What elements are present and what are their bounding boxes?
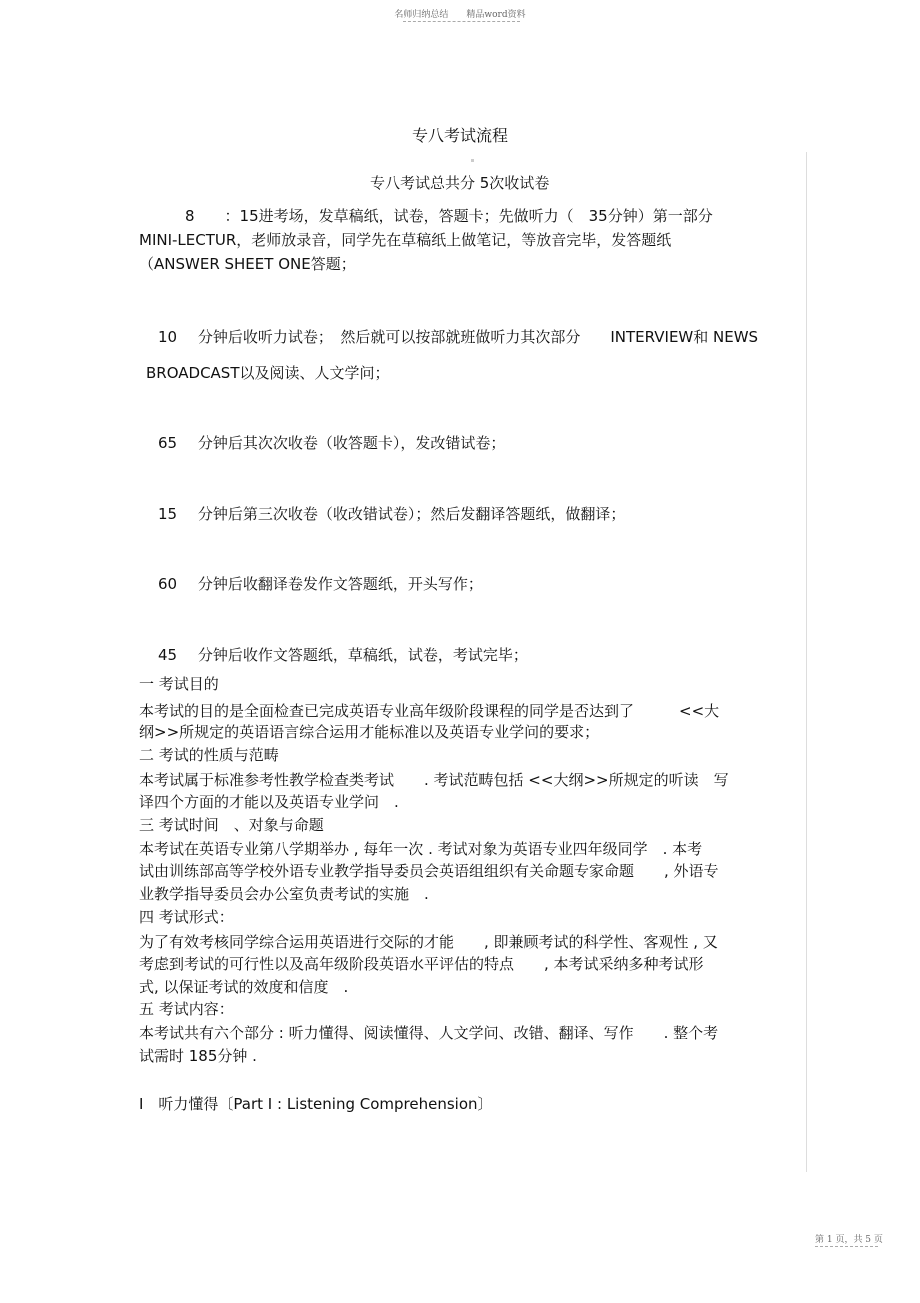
page-title: 专八考试流程 [411, 126, 508, 145]
page-subtitle: 专八考试总共分 5次收试卷 [370, 174, 550, 192]
section-line: 本考试属于标准参考性教学检查类考试 . 考试范畴包括 <<大纲>>所规定的听读 写 [139, 771, 729, 789]
margin-line [806, 152, 807, 1172]
section-line: 试需时 185分钟 . [139, 1047, 257, 1065]
section-line: 试由训练部高等学校外语专业教学指导委员会英语组组织有关命题专家命题 , 外语专 [139, 862, 719, 880]
section-line: 考虑到考试的可行性以及高年级阶段英语水平评估的特点 , 本考试采纳多种考试形 [139, 955, 704, 973]
header-divider [403, 21, 520, 22]
section-line: 本考试的目的是全面检查已完成英语专业高年级阶段课程的同学是否达到了 <<大 [139, 702, 720, 720]
flow-step-text: 分钟后收听力试卷； 然后就可以按部就班做听力其次部分 INTERVIEW和 NEWS [197, 328, 759, 346]
section-heading: 五 考试内容： [139, 1000, 234, 1018]
flow-step-line: 8 ：15进考场，发草稿纸，试卷，答题卡；先做听力（ 35分钟）第一部分 [185, 207, 713, 225]
flow-step [158, 573, 483, 594]
flow-step-number: 10 [158, 328, 178, 346]
section-line: 为了有效考核同学综合运用英语进行交际的才能 , 即兼顾考试的科学性、客观性 , 又 [139, 933, 718, 951]
flow-step-text: 分钟后第三次收卷（收改错试卷）；然后发翻译答题纸，做翻译； [197, 505, 626, 523]
section-line: 译四个方面的才能以及英语专业学问 . [139, 793, 399, 811]
flow-step [158, 644, 528, 665]
section-heading: 三 考试时间 、对象与命题 [139, 816, 324, 834]
flow-step-line: BROADCAST以及阅读、人文学问； [146, 364, 390, 382]
section-line: 本考试在英语专业第八学期举办 , 每年一次 . 考试对象为英语专业四年级同学 . 本考 [139, 840, 703, 858]
section-line: 本考试共有六个部分 : 听力懂得、阅读懂得、人文学问、改错、翻译、写作 . 整个考 [139, 1024, 719, 1042]
flow-step-number: 15 [158, 505, 178, 523]
flow-step-number: 60 [158, 575, 178, 593]
section-line: 式, 以保证考试的效度和信度 . [139, 978, 349, 996]
flow-step-line: MINI-LECTUR，老师放录音，同学先在草稿纸上做笔记，等放音完毕，发答题纸 [139, 231, 672, 249]
flow-step [158, 326, 758, 347]
flow-step-number: 45 [158, 646, 178, 664]
part-heading: I 听力懂得〔Part I : Listening Comprehension〕 [139, 1095, 493, 1113]
flow-step-line: （ANSWER SHEET ONE答题； [139, 255, 356, 273]
flow-step [158, 503, 625, 524]
flow-step-text: 分钟后其次次收卷（收答题卡），发改错试卷； [197, 434, 506, 452]
flow-step-text: 分钟后收作文答题纸，草稿纸，试卷，考试完毕； [197, 646, 528, 664]
section-line: 纲>>所规定的英语语言综合运用才能标准以及英语专业学问的要求； [139, 723, 600, 741]
footer-divider [815, 1246, 878, 1247]
section-heading: 四 考试形式： [139, 908, 234, 926]
decorative-dot [471, 159, 474, 162]
flow-step-text: 分钟后收翻译卷发作文答题纸，开头写作； [197, 575, 483, 593]
page-footer: 第 1 页，共 5 页 [815, 1235, 883, 1245]
page-header: 名师归纳总结 精品word资料 [394, 10, 526, 20]
flow-step-number: 65 [158, 434, 178, 452]
section-line: 业教学指导委员会办公室负责考试的实施 . [139, 885, 429, 903]
section-heading: 一 考试目的 [139, 675, 219, 693]
section-heading: 二 考试的性质与范畴 [139, 746, 279, 764]
flow-step [158, 432, 505, 453]
